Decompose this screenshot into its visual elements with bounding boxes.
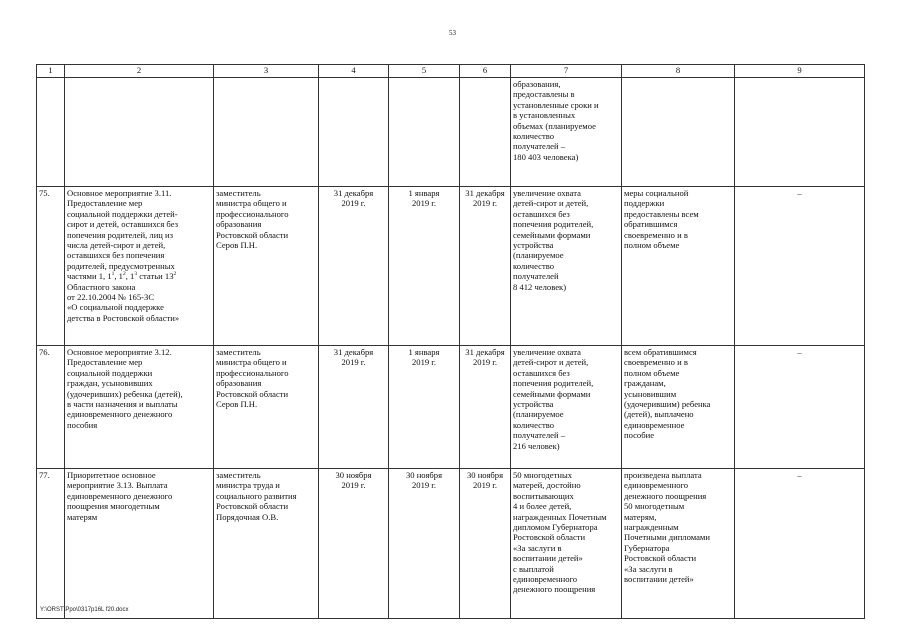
result-planned-cell: увеличение охвата детей-сирот и детей, оставшихся без попечения родителей, семейными формами устройства (планируемое количество получателей 8 412 человек) [511,187,622,346]
header-cell: 9 [735,65,865,78]
report-table [36,64,865,619]
result-planned-cell: 50 многодетных матерей, достойно воспитывающих 4 и более детей, награжденных Почетным дипломом Губернатора Ростовской области «За заслуги в воспитании детей» с выплатой единовременного денежного поощрения [511,469,622,619]
result-planned-cell: образования, предоставлены в установленные сроки и в установленных объемах (планируемое количество получателей – 180 403 человека) [511,78,622,187]
table-row [37,187,865,346]
row-number: 76. [37,346,65,469]
responsible-cell: заместитель министра общего и профессионального образования Ростовской области Серов П.Н. [214,187,319,346]
table-row [37,469,865,619]
event-name-cell: Основное мероприятие 3.12. Предоставление мер социальной поддержки граждан, усыновивших (удочеривших) ребенка (детей), в части назначения и выплаты единовременного денежного пособия [65,346,214,469]
reason-cell: – [735,187,865,346]
header-cell: 1 [37,65,65,78]
date-end-cell: 31 декабря 2019 г. [460,187,511,346]
header-cell: 4 [319,65,389,78]
table-row-continuation [37,78,865,187]
row-number: 77. [37,469,65,619]
reason-cell: – [735,469,865,619]
date-planned-cell: 30 ноября 2019 г. [319,469,389,619]
table-row [37,346,865,469]
result-actual-cell: меры социальной поддержки предоставлены всем обратившимся своевременно и в полном объеме [622,187,735,346]
date-end-cell: 30 ноября 2019 г. [460,469,511,619]
page-number: 53 [449,29,456,37]
reason-cell: – [735,346,865,469]
result-actual-cell: всем обратившимся своевременно и в полном объеме гражданам, усыновившим (удочерившим) ребенка (детей), выплачено единовременное пособие [622,346,735,469]
header-cell: 6 [460,65,511,78]
file-path-footer: Y:\ORST\Ppo\0317p16L f20.docx [40,607,129,613]
result-planned-cell: увеличение охвата детей-сирот и детей, оставшихся без попечения родителей, семейными формами устройства (планируемое количество получателей – 216 человек) [511,346,622,469]
date-start-cell: 1 января 2019 г. [389,346,460,469]
header-cell: 2 [65,65,214,78]
header-cell: 3 [214,65,319,78]
date-planned-cell: 31 декабря 2019 г. [319,187,389,346]
responsible-cell: заместитель министра общего и профессионального образования Ростовской области Серов П.Н. [214,346,319,469]
header-cell: 7 [511,65,622,78]
result-actual-cell: произведена выплата единовременного денежного поощрения 50 многодетным матерям, награжденным Почетными дипломами Губернатора Ростовской области «За заслуги в воспитании детей» [622,469,735,619]
event-name-cell: Приоритетное основное мероприятие 3.13. Выплата единовременного денежного поощрения многодетным матерям [65,469,214,619]
header-row [37,65,865,78]
responsible-cell: заместитель министра труда и социального развития Ростовской области Порядочная О.В. [214,469,319,619]
date-end-cell: 31 декабря 2019 г. [460,346,511,469]
date-start-cell: 30 ноября 2019 г. [389,469,460,619]
date-planned-cell: 31 декабря 2019 г. [319,346,389,469]
date-start-cell: 1 января 2019 г. [389,187,460,346]
row-number: 75. [37,187,65,346]
event-name-cell: Основное мероприятие 3.11. Предоставление мер социальной поддержки детей- сирот и детей, оставшихся без попечения родителей, лиц из числа детей-сирот и детей, оставшихся без попечения родителей, предусмотренных частями 1, $1^1$, $1^2$, $1^3$ статьи $13^2$ Областного закона от 22.10.2004 № 165-ЗС «О социальной поддержке детства в Ростовской области» [65,187,214,346]
header-cell: 8 [622,65,735,78]
header-cell: 5 [389,65,460,78]
